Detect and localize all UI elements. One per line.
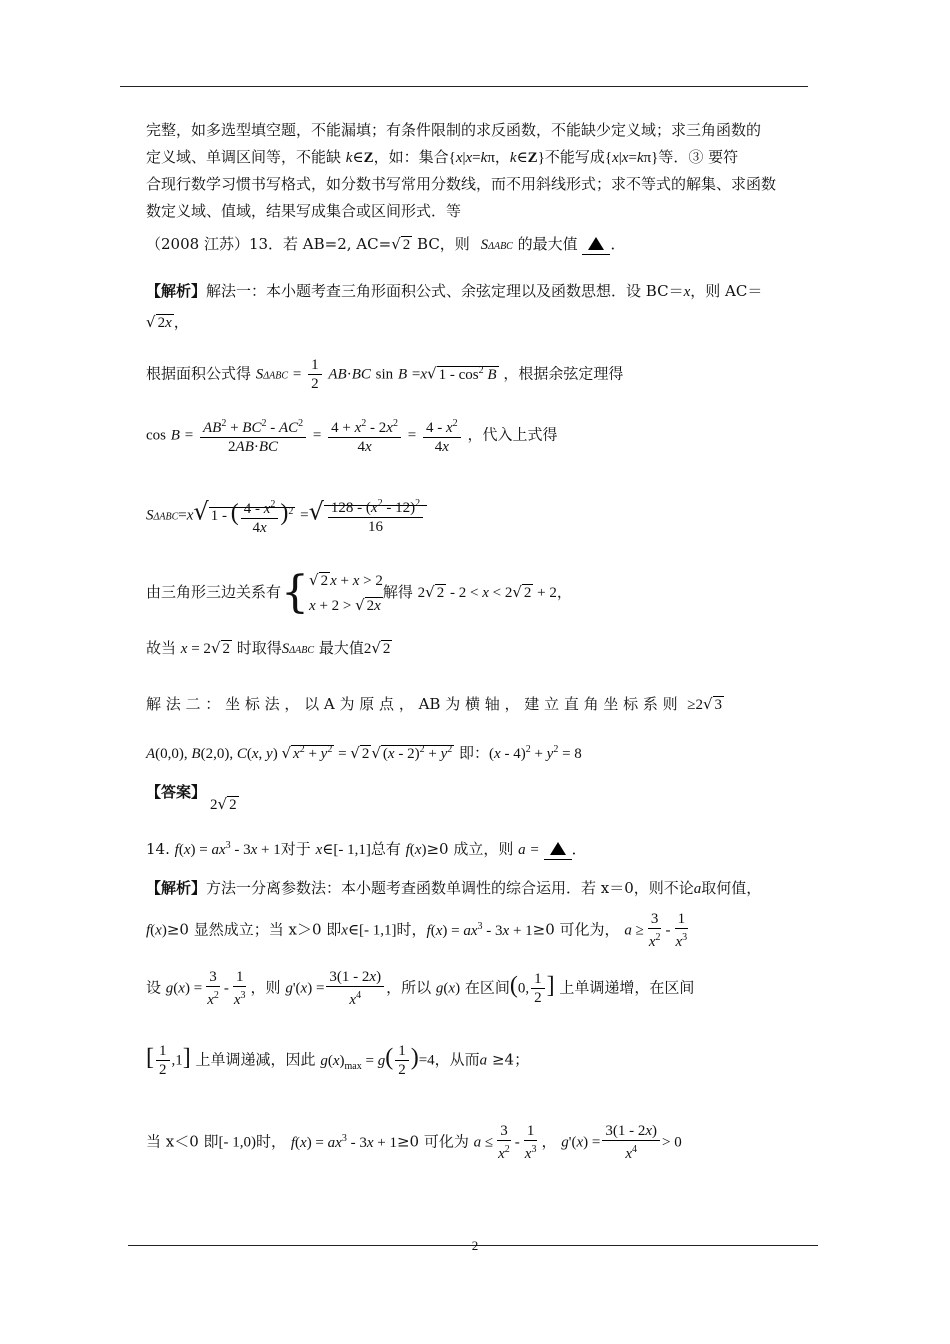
answer-blank — [582, 234, 610, 255]
q13-area-expression: SΔABC=x√ 1 - ( $\frac{4 - x^2}{4x}$ )$^2$ =√ $\frac{128 - (x^2 - 12)^2}{16}$ — [146, 495, 427, 537]
q13-triangle-inequality: 由三角形三边关系有{√ 2 x + x > 2 x + 2 > √ 2x解得 2√ 2 - 2 < x < 2√ 2 + 2， — [146, 567, 572, 618]
q13-method2-equation: A(0,0), B(2,0), C(x, y) √ $x^2 + y^2$ = √ 2 √ $(x - 2)^2 + y^2$ 即：$(x - 4)^2 + y^2 = 8$ — [146, 744, 582, 762]
header-rule — [120, 86, 808, 87]
intro-line-2: 定义域、单调区间等，不能缺 k∈Z，如：集合{x|x=kπ，k∈Z}不能写成{x|x=kπ}等．③ 要符 — [146, 148, 739, 166]
q14-analysis-line-2: f(x)≥0 显然成立；当 x＞0 即x∈[- 1,1]时，$f(x) = ax^3 - 3x + 1\ge 0$ 可化为， a ≥ $\frac{3}{x^2}$ - $\frac{1}{x^3}$ — [146, 911, 688, 950]
triangle-icon — [588, 237, 604, 250]
q14-analysis-line-5: 当 x＜0 即[- 1,0)时， $f(x) = ax^3 - 3x + 1\ge 0$ 可化为 a ≤ $\frac{3}{x^2}$ - $\frac{1}{x^3}$ ， g'(x) = $\frac{3(1 - 2x)}{x^4}$ > 0 — [146, 1123, 682, 1162]
q13-answer: 【答案】 — [146, 783, 207, 801]
q13-area-formula: 根据面积公式得 SΔABC = $\frac{1}{2}$ AB·BC sin B =x√ $1 - \cos^2 B$ ，根据余弦定理得 — [146, 357, 624, 392]
intro-line-1: 完整，如多选型填空题，不能漏填；有条件限制的求反函数，不能缺少定义域；求三角函数的 — [146, 121, 762, 139]
page-number: 2 — [471, 1238, 479, 1253]
q13-analysis-line-1: 【解析】解法一：本小题考查三角形面积公式、余弦定理以及函数思想．设 BC＝x，则 AC＝ — [146, 282, 763, 300]
q13-max-line: 故当 x = 2√ 2 时取得SΔABC 最大值2√ 2 — [146, 639, 391, 657]
q13-method2: 解 法 二 ： 坐 标 法 ， 以 A 为 原 点 ， AB 为 横 轴 ， 建 立 直 角 坐 标 系 则 ≥2√ 3 — [146, 695, 723, 713]
q13-answer-value: 2√ 2 — [210, 795, 237, 813]
q14-analysis-line-4: [ $\frac{1}{2}$ ,1] 上单调递减，因此 $g(x)_{max} = g$( $\frac{1}{2}$ )=4，从而a ≥4； — [146, 1043, 530, 1078]
q13-statement: （2008 江苏）13．若 AB=2, AC=√ 2 BC，则 SΔABC 的最大值 ． — [146, 235, 626, 253]
intro-line-3: 合现行数学习惯书写格式，如分数书写常用分数线，而不用斜线形式；求不等式的解集、求函数 — [146, 175, 777, 193]
q14-statement: 14. $f(x) = ax^3 - 3x + 1$对于 x∈[- 1,1]总有 f(x)≥0 成立，则 a = ． — [146, 840, 587, 858]
q14-analysis-line-3: 设 g(x) = $\frac{3}{x^2}$ - $\frac{1}{x^3}$ ，则 g'(x) = $\frac{3(1 - 2x)}{x^4}$ ，所以 g(x) 在区间(0, $\frac{1}{2}$ ] 上单调递增，在区间 — [146, 969, 695, 1008]
q13-analysis-line-2: √ 2x ， — [146, 313, 189, 331]
intro-line-4: 数定义域、值域，结果写成集合或区间形式．等 — [146, 202, 462, 220]
q13-cos-formula: cos B = $\frac{AB^2 + BC^2 - AC^2}{2AB\cdot BC}$ = $\frac{4 + x^2 - 2x^2}{4x}$ = $\frac{4 - x^2}{4x}$ ，代入上式得 — [146, 415, 557, 456]
q14-analysis-line-1: 【解析】方法一分离参数法：本小题考查函数单调性的综合运用．若 x＝0，则不论a取何值， — [146, 879, 762, 897]
triangle-icon — [550, 842, 566, 855]
